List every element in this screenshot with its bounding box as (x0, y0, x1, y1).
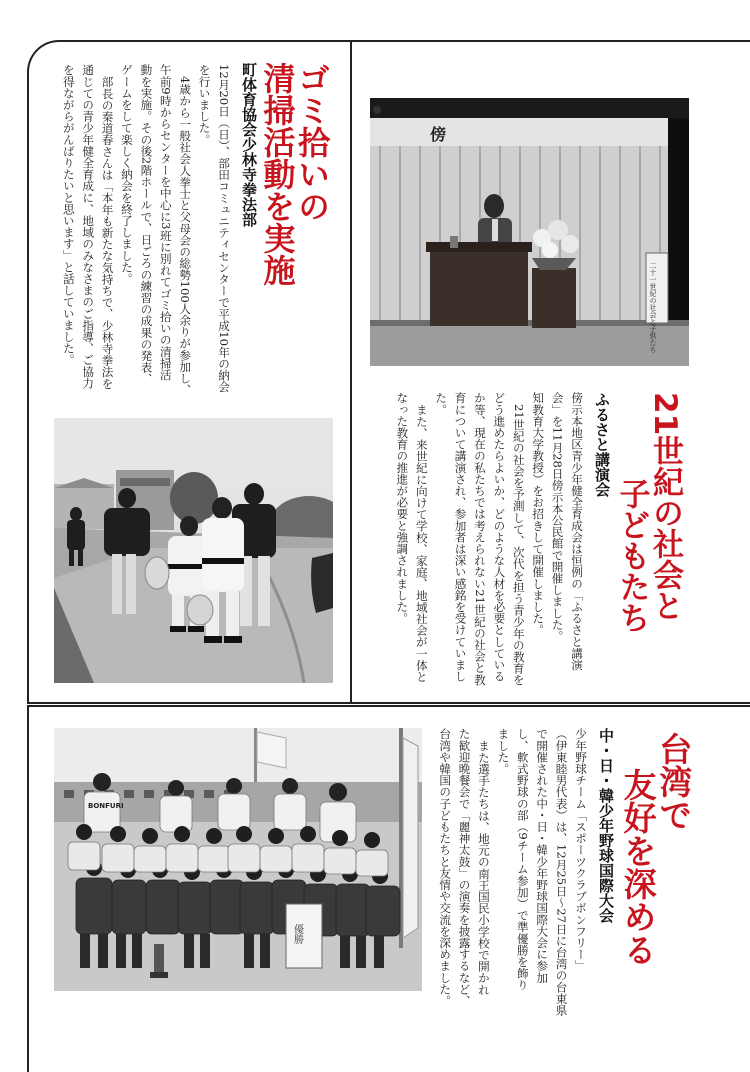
baseball-body-line: 少年野球チーム「スポーツクラブボンフリー」 (574, 728, 588, 972)
baseball-body-line: ました。 (496, 728, 511, 775)
baseball-headline-line2: 友好を深める (618, 768, 658, 966)
lecture-body-line: また、来世紀に向けて学校、家庭、地域社会が一体と (414, 404, 429, 683)
camera-icon (370, 100, 384, 110)
baseball-body-line: し、軟式野球の部（9チーム参加）で準優勝を飾り (515, 728, 530, 991)
lecture-photo (370, 98, 689, 366)
column-divider (350, 40, 352, 702)
cleanup-photo (54, 418, 333, 683)
lecture-body-line: か等、現在の私たちでは考えられない21世紀の社会と教 (472, 392, 487, 686)
lecture-banner-char: 傍 (430, 125, 447, 144)
baseball-headline-line1: 台湾で (654, 732, 694, 831)
cleanup-headline-line1: ゴミ拾いの (293, 62, 332, 222)
cleanup-body-line: を得ながらがんばりたいと思います」と話していました。 (61, 64, 76, 366)
lecture-subhead: ふるさと講演会 (593, 392, 611, 497)
cleanup-body-line: 12月20日（日）、部田コミュニティセンターで平成10年の納会 (217, 64, 231, 393)
baseball-subhead: 中・日・韓少年野球国際大会 (597, 728, 615, 923)
lecture-body-line: どう進めたらよいか、どのような人材を必要としている (492, 392, 507, 682)
lecture-body (396, 392, 586, 692)
uniform-text: BONFURI (88, 802, 124, 810)
lecture-body-line: 会」を11月28日傍示本公民館で開催しました。 (550, 392, 565, 642)
cleanup-body-line: 通じての青少年健全育成に、地域のみなさまのご指導、ご協力 (81, 64, 96, 389)
baseball-body-line: で開催された中・日・韓少年野球国際大会に参加 (535, 728, 550, 984)
lecture-body-line: なった教育の推進が必要と強調されました。 (395, 392, 410, 624)
baseball-body-line: た歓迎晩餐会で「麗神太鼓」の演奏を披露するなど、 (457, 728, 472, 1007)
cleanup-body-line: を行いました。 (197, 64, 212, 146)
cleanup-headline (258, 62, 332, 382)
cleanup-headline-line2: 清掃活動を実施 (258, 62, 297, 286)
lecture-sign-text: 二十一世紀の社会と子供たち (649, 262, 657, 353)
lecture-body-line: 知教育大学教授）をお招きして開催しました。 (531, 392, 546, 636)
lecture-body-line: た。 (434, 392, 449, 416)
lecture-headline-line1: 21世紀の社会と (646, 392, 683, 622)
baseball-body-line: また選手たちは、地元の南王国民小学校で開かれ (476, 740, 491, 996)
baseball-banner-text: 優勝 (291, 924, 303, 944)
baseball-team-photo (54, 728, 422, 991)
baseball-body-line: 台湾や韓国の子どもたちと友情や交流を深めました。 (438, 728, 453, 1007)
lecture-body-line: 傍示本地区青少年健全育成会は恒例の「ふるさと講演 (570, 392, 584, 671)
baseball-body-line: （伊東睦男代表）は、12月25日～27日に台湾の台東県 (554, 728, 569, 1016)
lecture-body-line: 21世紀の社会を予測して、次代を担う青少年の教育を (511, 404, 526, 686)
cleanup-body-line: 動を実施。その後2階ホールで、日ごろの練習の成果の発表、 (139, 64, 154, 385)
cleanup-body-line: 午前9時からセンターを中心に3班に別れてゴミ拾いの清掃活 (158, 64, 173, 381)
cleanup-body-line: ゲームをして楽しく納会を終了しました。 (119, 64, 134, 285)
lecture-headline (614, 392, 681, 692)
cleanup-body-line: 4歳から一般社会人拳士と父母会の総勢100人余りが参加し、 (178, 76, 193, 396)
baseball-body (430, 728, 590, 1016)
baseball-headline (618, 728, 694, 988)
lecture-body-line: 育について講演され、参加者は深い感銘を受けていまし (453, 392, 468, 682)
cleanup-body (55, 64, 233, 404)
cleanup-subhead: 町体育協会少林寺拳法部 (240, 62, 258, 227)
lecture-headline-line2: 子どもたち (613, 478, 650, 633)
cleanup-body-line: 部長の秦道春さんは「本年も新たな気持ちで、少林寺拳法を (100, 76, 115, 390)
